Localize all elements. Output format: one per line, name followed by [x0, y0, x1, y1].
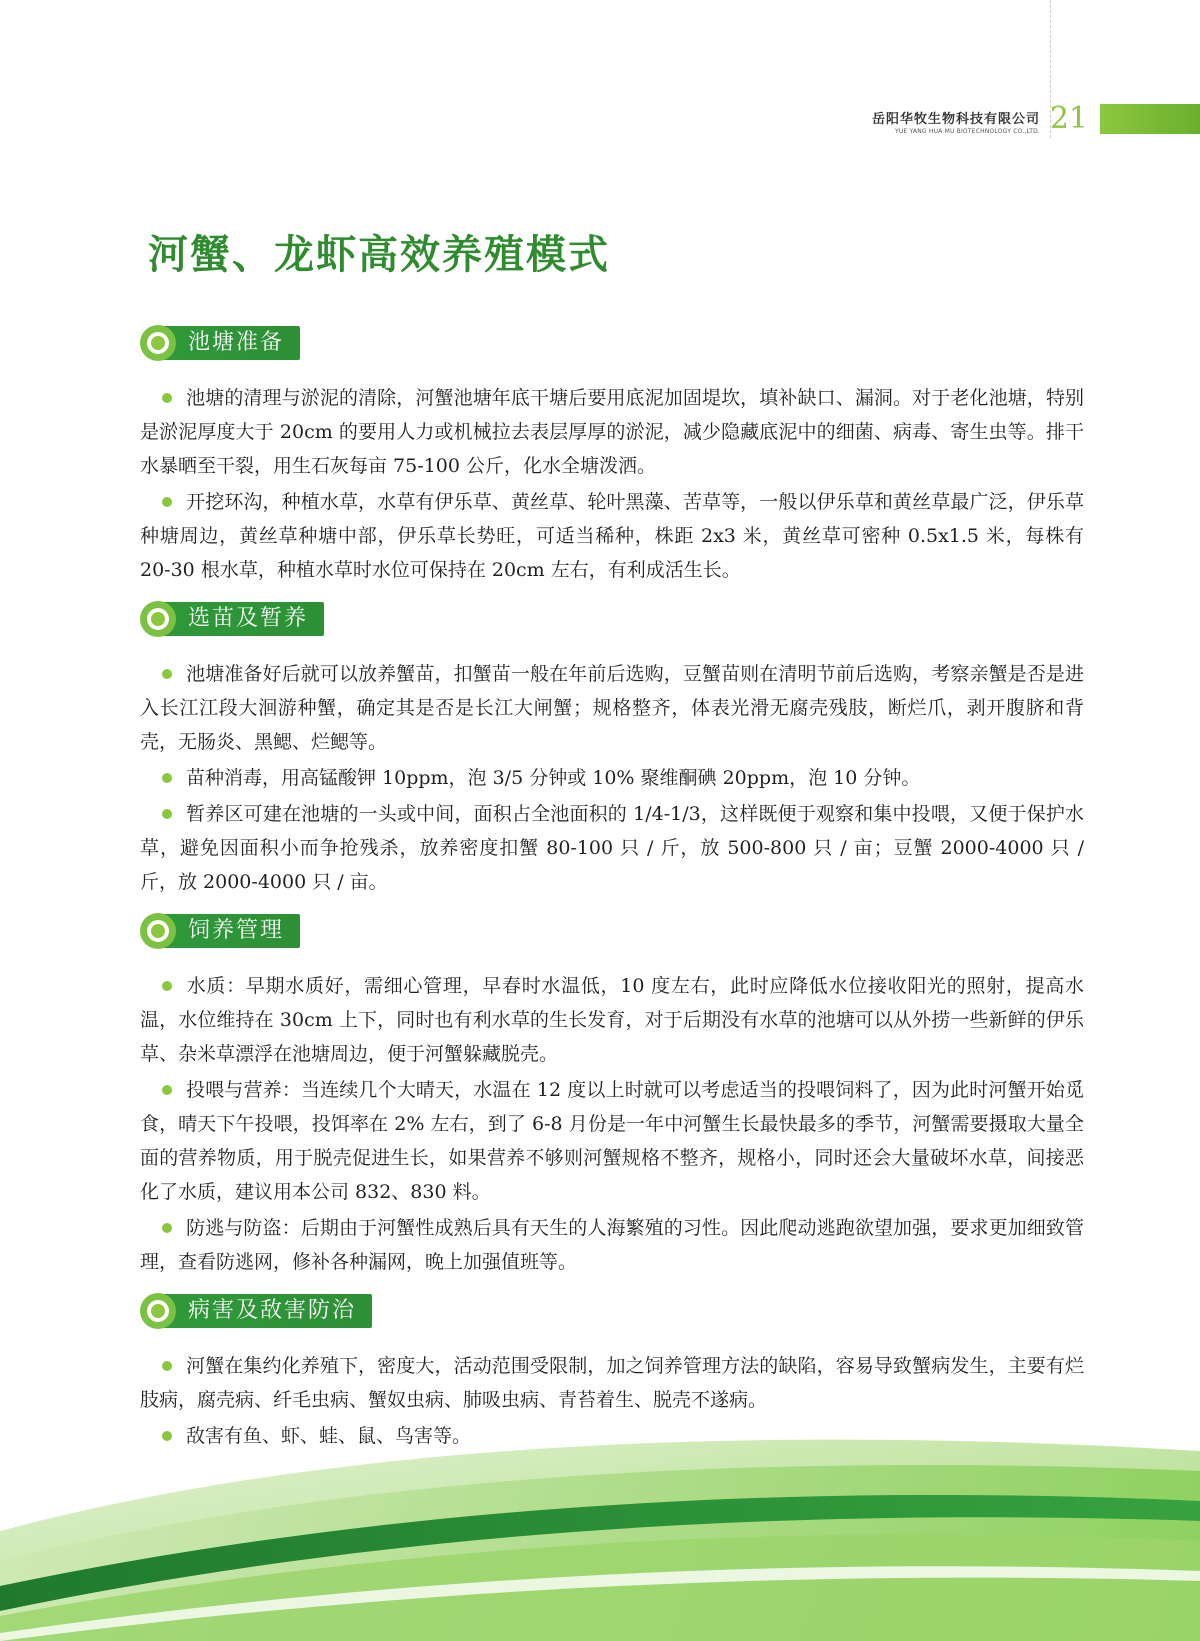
decorative-waves — [0, 1411, 1200, 1641]
paragraph-text: 暂养区可建在池塘的一头或中间，面积占全池面积的 1/4-1/3，这样既便于观察和集中投喂，又便于保护水草，避免因面积小而争抢残杀，放养密度扣蟹 80-100 只 / 斤，放 500-800 只 / 亩；豆蟹 2000-4000 只 / 斤，放 2000-4000 只 / 亩。 — [140, 803, 1084, 893]
page-header — [800, 100, 1200, 138]
paragraph-text: 河蟹在集约化养殖下，密度大，活动范围受限制，加之饲养管理方法的缺陷，容易导致蟹病发生，主要有烂肢病，腐壳病、纤毛虫病、蟹奴虫病、肺吸虫病、青苔着生、脱壳不遂病。 — [140, 1355, 1084, 1411]
section — [140, 325, 1084, 587]
paragraph-text: 苗种消毒，用高锰酸钾 10ppm，泡 3/5 分钟或 10% 聚维酮碘 20ppm，泡 10 分钟。 — [186, 767, 921, 789]
section — [140, 913, 1084, 1279]
section-heading — [140, 601, 1084, 641]
paragraph-text: 开挖环沟，种植水草，水草有伊乐草、黄丝草、轮叶黑藻、苦草等，一般以伊乐草和黄丝草最广泛，伊乐草种塘周边，黄丝草种塘中部，伊乐草长势旺，可适当稀种，株距 2x3 米，黄丝草可密种 0.5x1.5 米，每株有 20-30 根水草，种植水草时水位可保持在 20cm 左右，有利成活生长。 — [140, 491, 1084, 581]
header-green-bar — [1100, 104, 1200, 134]
page-number: 21 — [1049, 101, 1088, 136]
section — [140, 601, 1084, 899]
paragraph — [140, 761, 1084, 795]
ring-icon — [140, 325, 176, 361]
section-heading — [140, 1293, 1084, 1333]
bullet-dot-icon — [162, 497, 172, 507]
paragraph — [140, 381, 1084, 483]
section-heading-label: 选苗及暂养 — [158, 602, 324, 636]
bullet-dot-icon — [162, 981, 172, 991]
bullet-dot-icon — [162, 809, 172, 819]
ring-icon — [140, 601, 176, 637]
section-heading-label: 病害及敌害防治 — [158, 1294, 372, 1328]
ring-icon — [140, 1293, 176, 1329]
bullet-dot-icon — [162, 393, 172, 403]
paragraph — [140, 485, 1084, 587]
section-heading — [140, 325, 1084, 365]
company-name-cn: 岳阳华牧生物科技有限公司 — [871, 112, 1040, 127]
section-heading-label: 饲养管理 — [158, 914, 300, 948]
paragraph-text: 防逃与防盗：后期由于河蟹性成熟后具有天生的人海繁殖的习性。因此爬动逃跑欲望加强，要求更加细致管理，查看防逃网，修补各种漏网，晚上加强值班等。 — [140, 1217, 1084, 1273]
paragraph-text: 敌害有鱼、虾、蛙、鼠、鸟害等。 — [186, 1425, 472, 1447]
paragraph — [140, 1073, 1084, 1209]
paragraph-text: 池塘准备好后就可以放养蟹苗，扣蟹苗一般在年前后选购，豆蟹苗则在清明节前后选购，考察亲蟹是否是进入长江江段大洄游种蟹，确定其是否是长江大闸蟹；规格整齐，体表光滑无腐壳残肢，断烂爪，剥开腹脐和背壳，无肠炎、黑鳃、烂鳃等。 — [140, 663, 1084, 753]
ring-icon — [140, 913, 176, 949]
content-body — [140, 325, 1084, 1467]
paragraph — [140, 1349, 1084, 1417]
company-name-en: YUE YANG HUA MU BIOTECHNOLOGY CO.,LTD. — [894, 128, 1040, 135]
bullet-dot-icon — [162, 669, 172, 679]
paragraph — [140, 969, 1084, 1071]
bullet-dot-icon — [162, 773, 172, 783]
page-title: 河蟹、龙虾高效养殖模式 — [148, 231, 610, 278]
section-heading — [140, 913, 1084, 953]
company-name — [872, 108, 1040, 135]
paragraph-text: 池塘的清理与淤泥的清除，河蟹池塘年底干塘后要用底泥加固堤坎，填补缺口、漏洞。对于老化池塘，特别是淤泥厚度大于 20cm 的要用人力或机械拉去表层厚厚的淤泥，减少隐藏底泥中的细菌、病毒、寄生虫等。排干水暴晒至干裂，用生石灰每亩 75-100 公斤，化水全塘泼洒。 — [140, 387, 1084, 477]
bullet-dot-icon — [162, 1223, 172, 1233]
bullet-dot-icon — [162, 1361, 172, 1371]
paragraph-text: 投喂与营养：当连续几个大晴天，水温在 12 度以上时就可以考虑适当的投喂饲料了，因为此时河蟹开始觅食，晴天下午投喂，投饵率在 2% 左右，到了 6-8 月份是一年中河蟹生长最快最多的季节，河蟹需要摄取大量全面的营养物质，用于脱壳促进生长，如果营养不够则河蟹规格不整齐，规格小，同时还会大量破坏水草，间接恶化了水质，建议用本公司 832、830 料。 — [140, 1079, 1084, 1203]
paragraph-text: 水质：早期水质好，需细心管理，早春时水温低，10 度左右，此时应降低水位接收阳光的照射，提高水温，水位维持在 30cm 上下，同时也有利水草的生长发育，对于后期没有水草的池塘可以从外捞一些新鲜的伊乐草、杂米草漂浮在池塘周边，便于河蟹躲藏脱壳。 — [140, 975, 1084, 1065]
paragraph — [140, 657, 1084, 759]
paragraph — [140, 797, 1084, 899]
bullet-dot-icon — [162, 1085, 172, 1095]
paragraph — [140, 1211, 1084, 1279]
section-heading-label: 池塘准备 — [158, 326, 300, 360]
